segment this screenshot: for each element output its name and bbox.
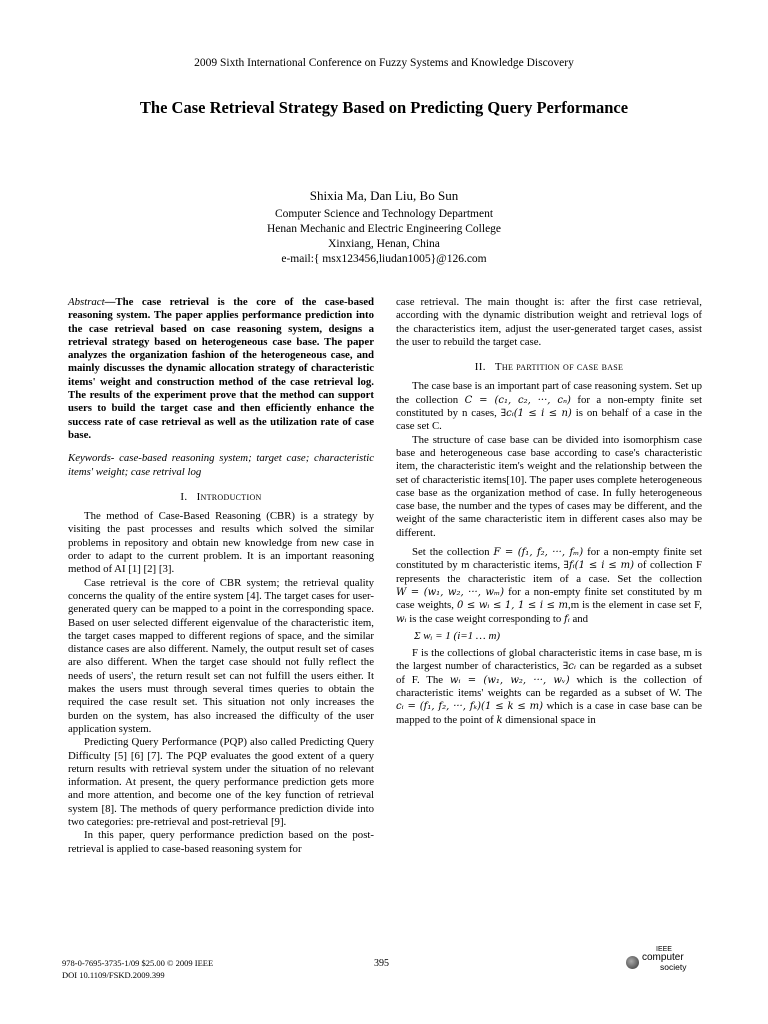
logo-computer-text: computer xyxy=(642,952,684,963)
section-heading-introduction xyxy=(68,491,374,504)
page-number: 395 xyxy=(374,958,389,969)
text-run: is on behalf of a case in the case set C. xyxy=(396,407,702,433)
text-run: which is a case in case base can be mapped to the point of xyxy=(396,700,702,726)
affiliation-department: Computer Science and Technology Department xyxy=(274,208,494,220)
paragraph xyxy=(396,647,702,727)
paragraph: In this paper, query performance prediction based on the post-retrieval is applied to case-based reasoning system for xyxy=(68,829,374,855)
paragraph: The structure of case base can be divided into isomorphism case base and heterogeneous case base according to case's characteristic item, the characteristic item's weight and the relationship between the set of characteristic items[10]. The paper uses complete heterogeneous case base as the organization method of case. In fully heterogeneous case base, the number and the types of cases may be different, and the weight of the same characteristic item in different cases also may be different. xyxy=(396,433,702,539)
math-collection-c: C = (c₁, c₂, ···, cₙ) xyxy=(464,394,571,406)
text-run: can be regarded as a subset of F. The xyxy=(396,660,703,686)
text-run: and xyxy=(572,612,589,625)
affiliation-location: Xinxiang, Henan, China xyxy=(328,238,440,250)
paragraph xyxy=(396,380,702,433)
text-run: The case base is an important part of case reasoning system. Set up the collection xyxy=(396,380,702,406)
ieee-computer-society-logo xyxy=(626,946,696,976)
paragraph: Case retrieval is the core of CBR system; the retrieval quality concerns the quality of the entire system [4]. The target cases for user-generated query can be mapped to a point in the corresponding space. Based on user selected different eigenvalue of the characteristic item, the target cases mapped to different regions of space, and the similar distance cases are also different. Namely, the output result set of cases are also different. When the target case should not fully reflect the needs of users', the return result set can not fulfill the users either. It makes the users must through several times queries to obtain the required the case result set. This situation not only increases the burden on the system, has also increased the difficulty of the user application system. xyxy=(68,576,374,735)
math-wi: wᵢ xyxy=(396,613,407,625)
text-run: ,m is the element in case set F, xyxy=(568,599,702,612)
left-column xyxy=(68,296,374,856)
text-run: F is the collections of global characteristic items in case base, m is the largest number of characteristics, xyxy=(396,647,702,673)
affiliation-college: Henan Mechanic and Electric Engineering College xyxy=(266,223,502,235)
math-weight-sum: Σ wᵢ = 1 (i=1 … m) xyxy=(414,629,501,642)
section-number: I. xyxy=(180,490,188,503)
section-number: II. xyxy=(474,361,486,374)
paragraph xyxy=(396,546,702,643)
math-weight-range: 0 ≤ wᵢ ≤ 1, 1 ≤ i ≤ m xyxy=(457,600,569,612)
text-run: dimensional space in xyxy=(505,713,596,726)
paragraph: Predicting Query Performance (PQP) also called Predicting Query Difficulty [5] [6] [7]. The PQP evaluates the good extent of a query return results with retrieval system under the situation of no relevant information. At present, the query performance prediction gets more and more attention, and become one of the key function of retrieval system [8]. The methods of query performance prediction divide into two categories: pre-retrieval and post-retrieval [9]. xyxy=(68,736,374,828)
right-column xyxy=(396,296,702,727)
footer-doi: DOI 10.1109/FSKD.2009.399 xyxy=(62,970,165,980)
paragraph: case retrieval. The main thought is: after the first case retrieval, according with the dynamic distribution weight and retrieval logs of the characteristics item, adjust the user-generated target cases, assist the user to rebuild the target case. xyxy=(396,296,702,348)
math-wi-set: wᵢ = (w₁, w₂, ···, wᵥ) xyxy=(449,674,570,686)
globe-icon xyxy=(626,956,639,969)
section-title: The partition of case base xyxy=(494,361,624,374)
math-k: k xyxy=(496,714,503,726)
keywords: Keywords- case-based reasoning system; target case; characteristic items' weight; case retrival log xyxy=(68,452,374,478)
footer-isbn: 978-0-7695-3735-1/09 $25.00 © 2009 IEEE xyxy=(62,958,214,968)
math-exists-ci: ∃cᵢ xyxy=(562,661,576,673)
conference-name: 2009 Sixth International Conference on Fuzzy Systems and Knowledge Discovery xyxy=(194,57,574,69)
author-email: e-mail:{ msx123456,liudan1005}@126.com xyxy=(281,253,487,265)
text-run: is the case weight corresponding to xyxy=(409,612,562,625)
paper-title: The Case Retrieval Strategy Based on Predicting Query Performance xyxy=(139,98,629,117)
logo-society-text: society xyxy=(660,962,687,972)
text-run: for a non-empty finite set constituted by m case weights, xyxy=(396,585,702,612)
text-run: for a non-empty finite set constituted by n cases, xyxy=(396,393,703,420)
logo-ieee-text: IEEE xyxy=(656,946,672,953)
text-run: which is the collection of characteristic items' weights can be regarded as a subset of W. The xyxy=(396,673,703,700)
math-exists-case: ∃cᵢ(1 ≤ i ≤ n) xyxy=(500,408,572,420)
section-title: Introduction xyxy=(196,490,262,503)
paragraph: The method of Case-Based Reasoning (CBR) is a strategy by visiting the past processes and results which solved the similar problems in repository and obtain new knowledge from new case in order to adapt to the current problem. It is an important reasoning method of AI [1] [2] [3]. xyxy=(68,510,374,576)
math-exists-feature: ∃fᵢ(1 ≤ i ≤ m) xyxy=(563,560,635,572)
text-run: of collection F represents the characteristic item of a case. Set the collection xyxy=(396,559,703,585)
abstract-lead: Abstract xyxy=(68,296,105,308)
math-collection-f: F = (f₁, f₂, ···, fₘ) xyxy=(493,547,584,559)
abstract xyxy=(68,296,374,442)
math-collection-w: W = (w₁, w₂, ···, wₘ) xyxy=(396,586,505,598)
math-ci-set: cᵢ = (f₁, f₂, ···, fₖ)(1 ≤ k ≤ m) xyxy=(396,701,544,713)
text-run: for a non-empty finite set constituted by m characteristic items, xyxy=(396,546,702,572)
section-heading-partition xyxy=(396,361,702,374)
authors: Shixia Ma, Dan Liu, Bo Sun xyxy=(309,188,459,203)
abstract-body: —The case retrieval is the core of the case-based reasoning system. The paper applies performance prediction into the case retrieval based on case reasoning system, designs a retrieval strategy based on heterogeneous case base. The paper analyzes the organization fashion of the heterogeneous case, and mainly discusses the dynamic allocation strategy of characteristic items' weight and construction method of the case retrieval log. The results of the experiment prove that the method can support users to build the target case and then efficiently enhance the success rate of case retrieval as well as the utilization rate of case base. xyxy=(68,296,374,441)
math-fi: fᵢ xyxy=(564,613,570,625)
text-run: Set the collection xyxy=(412,546,490,559)
